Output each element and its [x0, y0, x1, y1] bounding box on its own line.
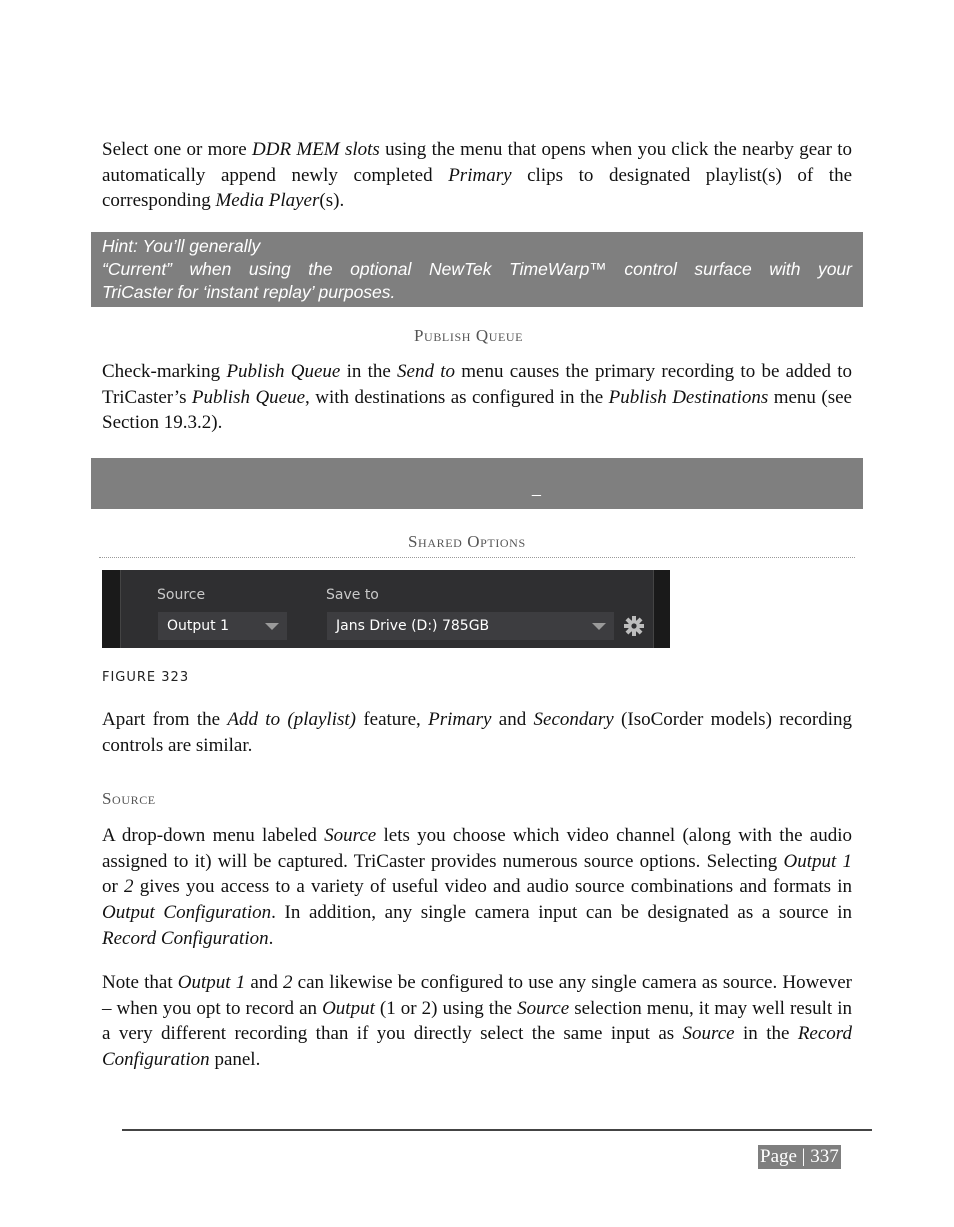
- hint-box: [91, 232, 863, 307]
- paragraph-publish-queue: Check-marking Publish Queue in the Send to menu causes the primary recording to be added to TriCaster’s Publish Queue, with destinations as configured in the Publish Destinations menu (see Section 19.3.2).: [102, 361, 853, 434]
- saveto-value: Jans Drive (D:) 785GB: [336, 618, 490, 634]
- source-label: Source: [157, 587, 206, 603]
- record-panel: [120, 570, 654, 648]
- publish-queue-heading: Publish Queue: [414, 326, 524, 345]
- source-dropdown[interactable]: [158, 612, 287, 640]
- paragraph-output-note: Note that Output 1 and 2 can likewise be configured to use any single camera as source. However – when you opt to record an Output (1 or 2) using the Source selection menu, it may well result in a very different recording than if you directly select the same input as Source in the Record Configuration panel.: [102, 972, 853, 1071]
- note-band: [91, 458, 863, 509]
- saveto-dropdown[interactable]: [327, 612, 614, 640]
- hint-line-2: “Current” when using the optional NewTek TimeWarp™ control surface with your: [102, 259, 852, 279]
- gear-icon[interactable]: [623, 615, 645, 637]
- paragraph-ddr-mem: Select one or more DDR MEM slots using the menu that opens when you click the nearby gear to automatically append newly completed Primary clips to designated playlist(s) of the corresponding Media Player(s).: [102, 139, 853, 212]
- paragraph-source: A drop-down menu labeled Source lets you choose which video channel (along with the audio assigned to it) will be captured. TriCaster provides numerous source options. Selecting Output 1 or 2 gives you access to a variety of useful video and audio source combinations and formats in Output Configuration. In addition, any single camera input can be designated as a source in Record Configuration.: [102, 825, 853, 949]
- hint-line-3: TriCaster for ‘instant replay’ purposes.: [102, 282, 396, 302]
- shared-options-heading: Shared Options: [408, 532, 526, 551]
- chevron-down-icon: [592, 623, 606, 630]
- heading-rule: [99, 557, 855, 558]
- source-value: Output 1: [167, 618, 229, 634]
- paragraph-recording-controls: Apart from the Add to (playlist) feature, Primary and Secondary (IsoCorder models) recording controls are similar.: [102, 709, 853, 756]
- band-dash: _: [532, 480, 541, 497]
- page-number: Page | 337: [760, 1146, 839, 1167]
- saveto-label: Save to: [326, 587, 379, 603]
- footer-rule: [122, 1129, 872, 1131]
- hint-line-1: Hint: You’ll generally: [102, 236, 261, 256]
- figure-caption: FIGURE 323: [102, 670, 190, 685]
- figure-screenshot: [102, 570, 670, 648]
- chevron-down-icon: [265, 623, 279, 630]
- source-heading: Source: [102, 789, 156, 808]
